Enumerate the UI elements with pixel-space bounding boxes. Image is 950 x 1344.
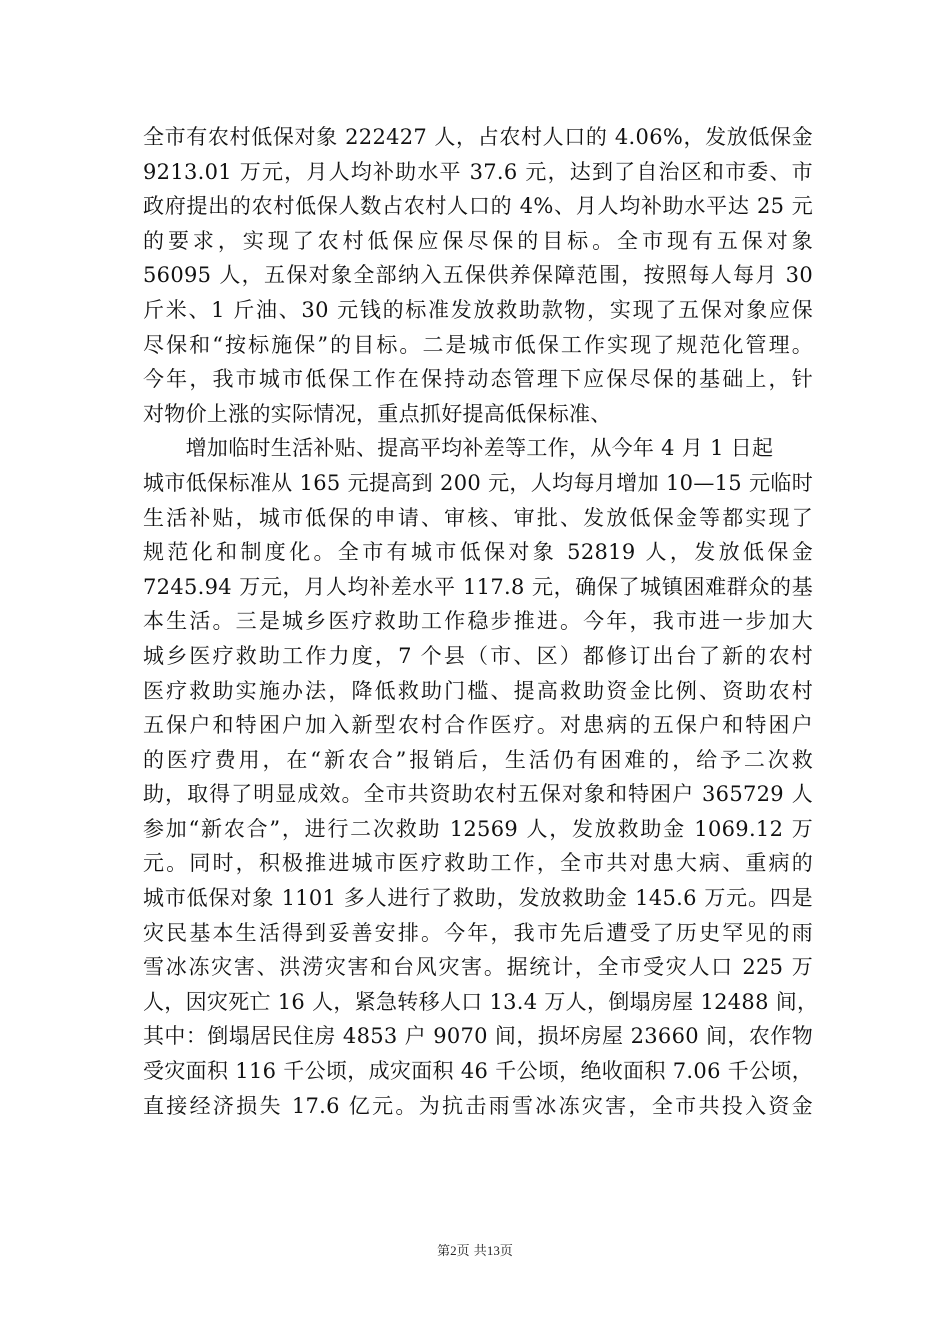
text-line: 雪冰冻灾害、洪涝灾害和台风灾害。据统计，全市受灾人口 225 万 (143, 955, 813, 980)
text-line: 五保户和特困户加入新型农村合作医疗。对患病的五保户和特困户 (143, 713, 813, 738)
text-line: 城市低保标准从 165 元提高到 200 元，人均每月增加 10—15 元临时 (143, 470, 813, 495)
text-line: 直接经济损失 17.6 亿元。为抗击雨雪冰冻灾害，全市共投入资金 (143, 1093, 813, 1118)
text-line: 参加“新农合”，进行二次救助 12569 人，发放救助金 1069.12 万 (143, 816, 813, 841)
text-line: 本生活。三是城乡医疗救助工作稳步推进。今年，我市进一步加大 (143, 609, 813, 634)
text-line: 其中：倒塌居民住房 4853 户 9070 间，损坏房屋 23660 间，农作物 (143, 1024, 813, 1049)
text-line: 7245.94 万元，月人均补差水平 117.8 元，确保了城镇困难群众的基 (143, 574, 813, 599)
text-line: 56095 人，五保对象全部纳入五保供养保障范围，按照每人每月 30 (143, 263, 813, 288)
text-line: 对物价上涨的实际情况，重点抓好提高低保标准、 (143, 401, 612, 426)
text-line: 城乡医疗救助工作力度，7 个县（市、区）都修订出台了新的农村 (143, 643, 813, 668)
text-line: 受灾面积 116 千公顷，成灾面积 46 千公顷，绝收面积 7.06 千公顷， (143, 1059, 813, 1084)
footer-total-pages: 13 (486, 1243, 500, 1258)
text-line: 9213.01 万元，月人均补助水平 37.6 元，达到了自治区和市委、市 (143, 159, 813, 184)
footer-middle: 页 共 (456, 1244, 487, 1259)
text-line: 规范化和制度化。全市有城市低保对象 52819 人，发放低保金 (143, 540, 813, 565)
text-line: 今年，我市城市低保工作在保持动态管理下应保尽保的基础上，针 (143, 367, 813, 392)
text-line: 的要求，实现了农村低保应保尽保的目标。全市现有五保对象 (143, 228, 813, 253)
text-line: 全市有农村低保对象 222427 人，占农村人口的 4.06%，发放低保金 (143, 125, 813, 149)
page-footer (0, 1240, 950, 1259)
text-line: 生活补贴，城市低保的申请、审核、审批、发放低保金等都实现了 (143, 505, 813, 530)
text-line: 人，因灾死亡 16 人，紧急转移人口 13.4 万人，倒塌房屋 12488 间， (143, 989, 819, 1014)
footer-prefix: 第 (437, 1244, 451, 1259)
text-line: 增加临时生活补贴、提高平均补差等工作，从今年 4 月 1 日起 (143, 436, 774, 461)
text-line: 助，取得了明显成效。全市共资助农村五保对象和特困户 365729 人 (143, 782, 813, 807)
text-line: 灾民基本生活得到妥善安排。今年，我市先后遭受了历史罕见的雨 (143, 920, 813, 945)
body-text (143, 120, 819, 1123)
text-line: 斤米、1 斤油、30 元钱的标准发放救助款物，实现了五保对象应保 (143, 297, 813, 322)
text-line: 城市低保对象 1101 多人进行了救助，发放救助金 145.6 万元。四是 (143, 886, 813, 911)
text-line: 元。同时，积极推进城市医疗救助工作，全市共对患大病、重病的 (143, 851, 813, 876)
text-line: 尽保和“按标施保”的目标。二是城市低保工作实现了规范化管理。 (143, 332, 813, 357)
text-line: 政府提出的农村低保人数占农村人口的 4%、月人均补助水平达 25 元 (143, 194, 813, 219)
footer-page-number: 2 (450, 1243, 457, 1258)
text-line: 医疗救助实施办法，降低救助门槛、提高救助资金比例、资助农村 (143, 678, 813, 703)
text-line: 的医疗费用，在“新农合”报销后，生活仍有困难的，给予二次救 (143, 747, 813, 772)
footer-suffix: 页 (499, 1244, 513, 1259)
